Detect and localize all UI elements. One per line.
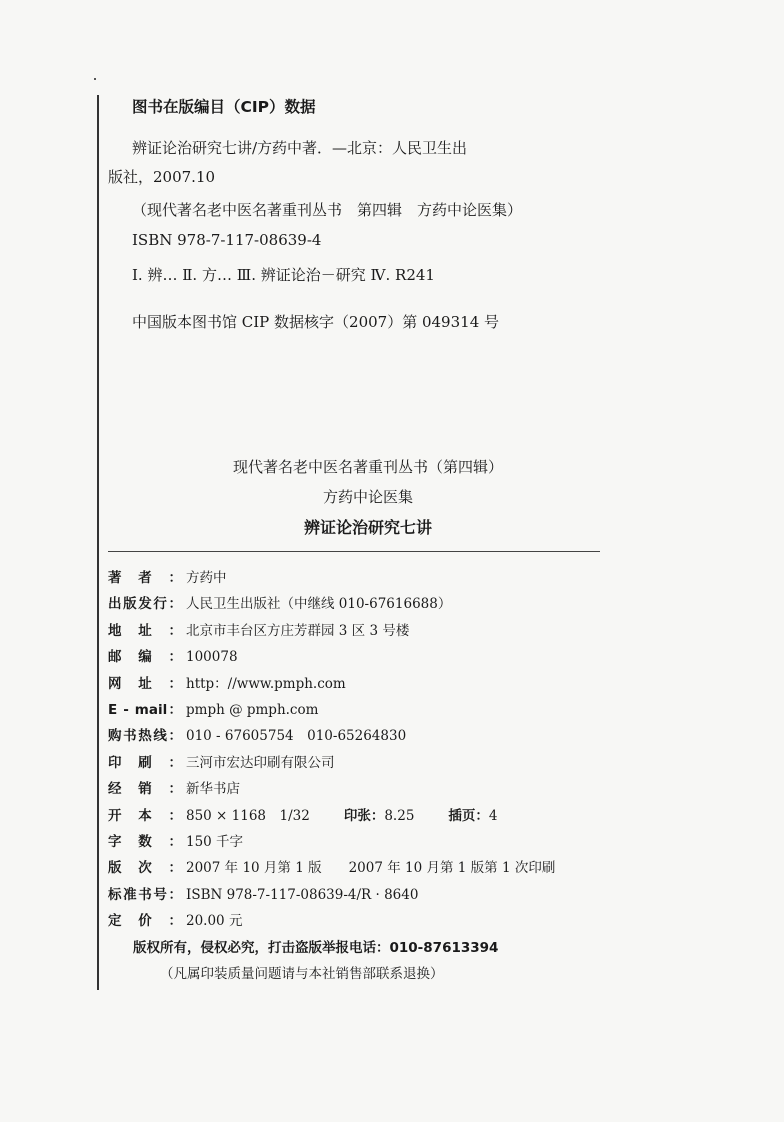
detail-label: 购书热线：: [108, 728, 182, 745]
detail-value: 北京市丰台区方庄芳群园 3 区 3 号楼: [186, 622, 410, 639]
detail-row: [108, 648, 238, 666]
detail-row: [108, 675, 346, 693]
detail-row: [108, 701, 318, 719]
detail-value: 方药中: [186, 570, 227, 586]
detail-row: [108, 859, 555, 877]
detail-row: [108, 912, 242, 930]
detail-label: 字数：: [108, 834, 182, 850]
detail-value: 新华书店: [186, 781, 240, 798]
detail-value: ISBN 978-7-117-08639-4/R · 8640: [186, 886, 419, 903]
detail-row: [108, 569, 227, 587]
detail-value: 20.00 元: [186, 913, 243, 930]
detail-row: [108, 754, 335, 772]
detail-row: [108, 727, 406, 745]
detail-extra-value: 4: [488, 807, 498, 824]
detail-value: 2007 年 10 月第 1 版 2007 年 10 月第 1 版第 1 次印刷: [186, 860, 556, 877]
detail-value: http：//www.pmph.com: [186, 675, 346, 692]
detail-label: 标准书号：: [108, 886, 182, 903]
detail-label: 邮编：: [108, 649, 182, 666]
detail-label: 开本：: [108, 807, 182, 824]
detail-row: [108, 833, 243, 851]
cip-classification: Ⅰ. 辨… Ⅱ. 方… Ⅲ. 辨证论治－研究 Ⅳ. R241: [132, 266, 435, 284]
returns-note: （凡属印装质量问题请与本社销售部联系退换）: [160, 966, 444, 982]
detail-label: 印刷：: [108, 754, 182, 771]
detail-label: 经销：: [108, 781, 182, 798]
detail-value: 150 千字: [186, 834, 244, 850]
detail-label: 版次：: [108, 860, 182, 877]
detail-value: 人民卫生出版社（中继线 010-67616688）: [186, 596, 452, 613]
cip-heading: 图书在版编目（CIP）数据: [132, 98, 316, 116]
detail-row: [108, 886, 418, 904]
margin-rule: [97, 95, 99, 990]
detail-row: [108, 780, 240, 798]
detail-extra-value: 8.25: [384, 807, 415, 824]
detail-extra-label: 印张：: [343, 807, 385, 824]
detail-label: 网址：: [108, 675, 182, 692]
detail-extra-label: 插页：: [448, 807, 489, 824]
detail-label: E - mail：: [108, 702, 182, 718]
scan-speck: [94, 78, 96, 80]
cip-isbn: ISBN 978-7-117-08639-4: [132, 231, 322, 249]
detail-label: 地址：: [108, 622, 182, 639]
cip-line-1: 辨证论治研究七讲/方药中著．—北京：人民卫生出: [132, 139, 468, 157]
collection-title: 方药中论医集: [322, 488, 413, 506]
detail-row: [108, 622, 409, 640]
detail-label: 出版发行：: [108, 596, 182, 613]
detail-value: 三河市宏达印刷有限公司: [186, 754, 335, 771]
series-title: 现代著名老中医名著重刊丛书（第四辑）: [232, 458, 503, 476]
detail-row: [108, 595, 451, 613]
book-title: 辨证论治研究七讲: [303, 518, 432, 537]
detail-value: 850 × 1168 1/32: [186, 807, 310, 824]
cip-line-3: （现代著名老中医名著重刊丛书 第四辑 方药中论医集）: [132, 201, 523, 219]
detail-row: [108, 807, 498, 825]
title-divider: [108, 551, 600, 552]
copyright-notice: 版权所有，侵权必究，打击盗版举报电话：010-87613394: [133, 940, 499, 956]
detail-label: 著者：: [108, 570, 182, 586]
detail-value: 100078: [186, 649, 238, 666]
cip-line-2: 版社，2007.10: [108, 168, 216, 186]
detail-value: 010 - 67605754 010-65264830: [186, 728, 407, 745]
detail-label: 定价：: [108, 913, 182, 930]
cip-number: 中国版本图书馆 CIP 数据核字（2007）第 049314 号: [132, 313, 500, 331]
detail-value: pmph @ pmph.com: [186, 702, 319, 718]
